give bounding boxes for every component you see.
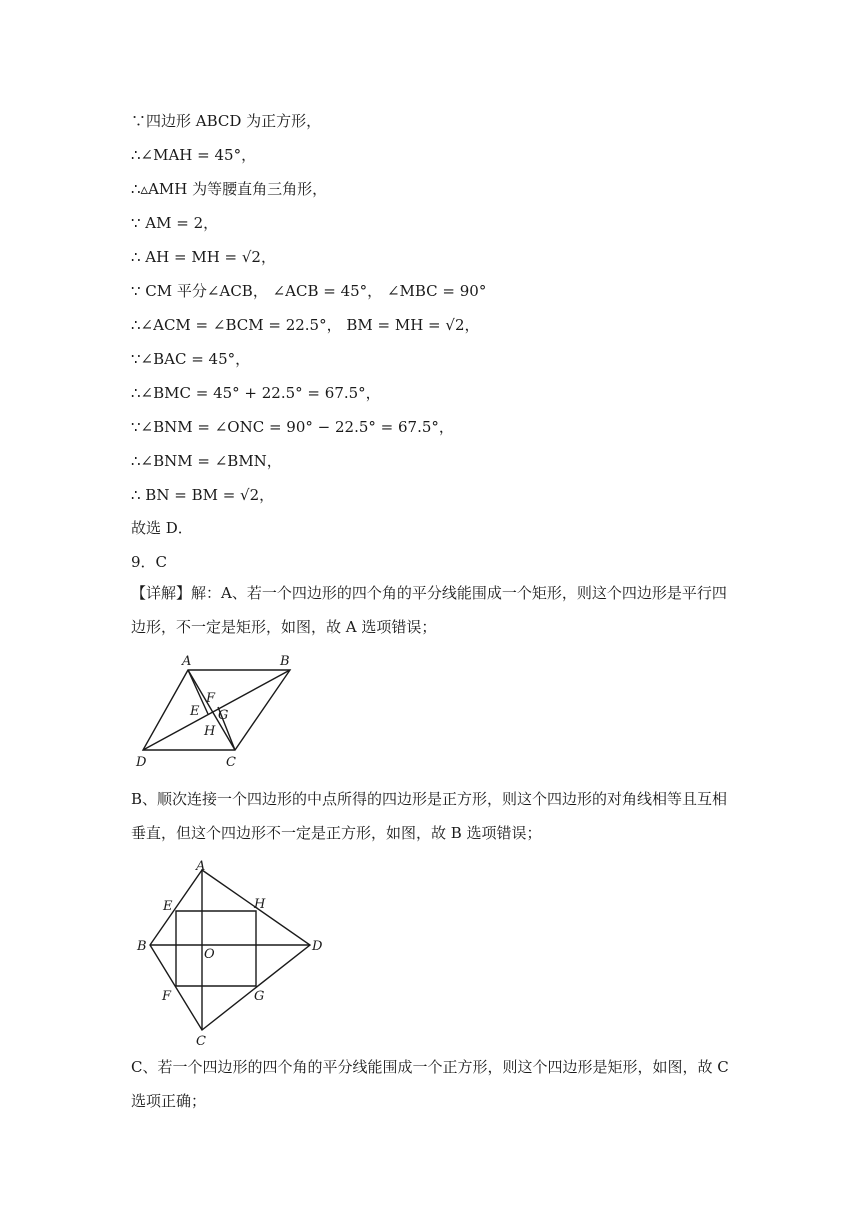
label-g: G (218, 708, 229, 723)
answer-choice-line: 故选 D． (131, 519, 193, 537)
label-c: C (226, 755, 236, 770)
label-f: F (162, 989, 172, 1004)
proof-line-3: ∴▵AMH 为等腰直角三角形， (131, 180, 328, 198)
explanation-b: B、顺次连接一个四边形的中点所得的四边形是正方形，则这个四边形的对角线相等且互相垂直，但这个四边形不一定是正方形，如图，故 B 选项错误； (131, 790, 728, 842)
label-d: D (312, 939, 323, 954)
explanation-a: 【详解】解：A、若一个四边形的四个角的平分线能围成一个矩形，则这个四边形是平行四边形，不一定是矩形，如图，故 A 选项错误； (131, 584, 727, 636)
proof-line-6: ∵ CM 平分∠ACB， ∠ACB = 45°， ∠MBC = 90° (131, 282, 487, 300)
figure-kite-with-square (130, 859, 330, 1049)
label-h: H (254, 897, 266, 912)
explanation-c: C、若一个四边形的四个角的平分线能围成一个正方形，则这个四边形是矩形，如图，故 C 选项正确； (131, 1058, 729, 1110)
proof-line-11: ∴∠BNM = ∠BMN， (131, 452, 282, 470)
label-b: B (280, 654, 290, 669)
question-number: 9．C (131, 553, 168, 571)
label-e: E (163, 899, 173, 914)
label-f: F (206, 691, 216, 706)
proof-line-8: ∵∠BAC = 45°， (131, 350, 251, 368)
proof-line-7: ∴∠ACM = ∠BCM = 22.5°， BM = MH = √2， (131, 316, 480, 334)
label-b: B (137, 939, 147, 954)
label-h: H (204, 724, 216, 739)
label-e: E (190, 704, 200, 719)
label-g: G (254, 989, 265, 1004)
figure-parallelogram (130, 652, 310, 772)
label-a: A (182, 654, 192, 669)
midpoint-square (176, 911, 256, 986)
label-o: O (204, 947, 215, 962)
proof-line-2: ∴∠MAH = 45°， (131, 146, 257, 164)
proof-line-9: ∴∠BMC = 45° + 22.5° = 67.5°， (131, 384, 381, 402)
proof-line-10: ∵∠BNM = ∠ONC = 90° − 22.5° = 67.5°， (131, 418, 454, 436)
proof-line-5: ∴ AH = MH = √2， (131, 248, 276, 266)
label-c: C (196, 1034, 206, 1049)
label-a: A (196, 859, 206, 874)
label-d: D (136, 755, 147, 770)
kite-outline (150, 870, 310, 1030)
proof-line-12: ∴ BN = BM = √2， (131, 486, 275, 504)
proof-line-4: ∵ AM = 2， (131, 214, 219, 232)
proof-line-1: ∵四边形 ABCD 为正方形， (131, 112, 322, 130)
